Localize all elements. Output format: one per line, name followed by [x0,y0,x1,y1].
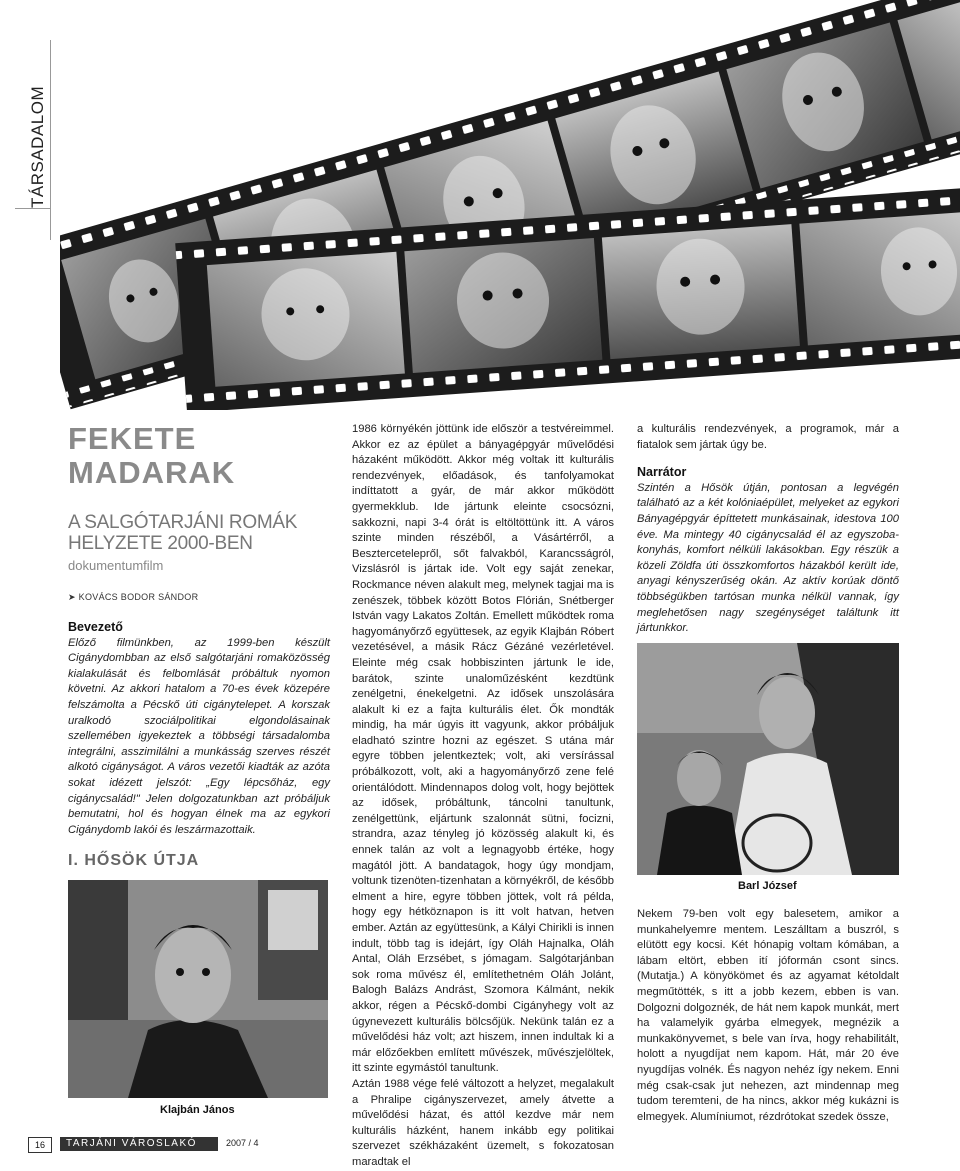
page-number: 16 [28,1137,52,1153]
photo-caption-2: Barl József [738,880,797,892]
body-paragraph: Nekem 79-ben volt egy balesetem, amikor a munkahelyemre mentem. Leszálltam a buszról, s elütött egy kocsi. Két hónapig voltam kómában, a lábam eltört, ebben ití jóformán csont sincs. (Mutatja.) A könyökömet és az agyamat kétoldalt megműtötték, s itt a jobb kezem, ebben is van. Dolgozni dolgoznék, de hát nem kapok munkát, mert ha valamelyik gyárba elmegyek, megnézik a munkakönyvemet, s bele van írva, hogy rehabilitált, holott a nyugdíjat nem kapom. Hát, már 20 éve nyugdíjas volnék. És nagyon nehéz így nekem. Enni még csak-csak jut nehezen, azt mindennap meg tudom teremteni, de ha nincs, akkor még kukázni is elmegyek. Alumíniumot, rézdrótokat szedek össze, [637,908,899,1123]
section-heading: I. HŐSÖK ÚTJA [68,852,200,869]
portrait-photo-barl [637,643,899,875]
body-paragraph: Aztán 1988 vége felé változott a helyzet, megalakult a Phralipe cigányszervezet, amely átvette a művelődési házat, és attól kezdve már nem kulturális házként, hanem inkább egy politikai szervezet székházaként üzemelt, s fokozatosan maradtak el [352,1077,614,1168]
filmstrip-photo-collage [60,0,960,410]
section-divider-vertical [50,40,51,240]
photo-caption-1: Klajbán János [160,1104,235,1116]
section-label [24,60,64,230]
body-column-3-continued [637,907,899,1125]
narrator-text: Szintén a Hősök útján, pontosan a legvégén található az a két kolóniaépület, melyeket az egykori Bányagépgyár építtetett munkásainak, idestova 100 éve. Ma mintegy 40 cigánycsalád él az egyszoba-konyhás, komfort nélküli lakásokban. Egy részük a közeli Zöldfa úti összkomfortos házakból került ide, anyagi kényszerűség okán. Az aktív korúak döntő többségükben tartósan munka nélkül vannak, így meglehetősen nagy szegénységet találtunk itt jártunkkor. [637,481,899,635]
body-paragraph: 1986 környékén jöttünk ide először a testvéreimmel. Akkor ez az épület a bányagépgyár művelődési házaként működött. Akkor még voltak itt kulturális rendezvények, előadások, és tanfolyamokat indíttatott a gyár, de már akkor működött gyermekklub. Ide jártunk eleinte csocsózni, sakkozni, napi 3-4 órát is eltöltöttünk itt. A város szinte minden részéből, a Vásártérről, a Besztercetelepről, sőt falvakból, Karancsságról, Vizslásról is jártak ide. Volt egy saját zenekar, Rockmance néven alakult meg, melynek tagjai ma is zenészek, többek között Botos Flórián, Snétberger István vagy Lakatos Zoltán. Emellett működtek roma hagyományőrző együttesek, az egyik Klajbán Róbert vezetésével, a másik Rácz Gézáné vezérletével. Eleinte még csak hobbiszinten jártunk le ide, barátok, szinte unaloműzésként kezdtünk zenélgetni, énekelgetni. Az idősek unszolására alakult ki ez a fajta kulturális élet. Ők mondták mindig, ha már úgyis itt vagyunk, akkor próbáljuk eladható szintre hozni az egészet. S utána már egyre többen jelentkeztek; volt, aki versírással próbálkozott, volt, aki a hagyományőrző zene felé orientálódott. Mindennapos dolog volt, hogy bejöttek az idősek, próbáltunk, táncolni tanultunk, zenélgettünk, eljártunk szalonnát sütni, focizni, strandra, azaz tényleg jó közösség alakult ki, és ennek talán az volt a legnagyobb értéke, hogy magától jött. A bandatagok, hogy úgy mondjam, voltunk tizenöten-tizenhatan a környékről, de később elment a hire, egyre többen jöttek, volt rá példa, hogy egy hétköznapon is itt volt hatvan, hetven ember. Aztán az együttesünk, a Kályi Chirikli is innen indult, több tag is idejárt, így Oláh Hajnalka, Oláh Antal, Oláh Erzsébet, s jómagam. Salgótarjánban sok roma művész él, említethetném Oláh Jolánt, Balogh Balázs Andrást, Szomora Kálmánt, nekik akkor, régen a Pécskő-dombi Cigányhegy volt az úgynevezett kulturális bölcsőjük. Nekünk talán ez a művelődési ház volt; azt hiszem, innen indultak ki a már előzőekben említett művészek, művészjelöltek, itt szinte egymástól tanultunk. [352,423,614,1075]
body-column-3 [637,422,899,637]
section-divider-horizontal [15,208,50,209]
author-byline [68,592,198,603]
body-paragraph: a kulturális rendezvények, a programok, már a fiatalok sem jártak úgy be. [637,423,899,451]
section-label-text: TÁRSADALOM [28,85,47,208]
intro-text: Előző filmünkben, az 1999-ben készült Cigánydombban az első salgótarjáni romaközösség kialakulását és felbomlását próbáltuk nyomon követni. Az akkori hatalom a 70-es évek közepére felszámolta a Pécskő úti cigánytelepet. A korszak uralkodó szociálpolitikai elgondolásainak szellemében igyekeztek a többségi társadalomba integrálni, asszimilálni a munkásság szerves részét alkotó cigányságot. A város vezetői kiadták az azóta sokat idézett jelszót: „Egy lépcsőház, egy cigánycsalád!" Jelen dolgozatunkban azt próbáljuk bemutatni, hol és hogyan élnek ma az egykori Cigánydomb lakói és leszármazottaik. [68,636,330,836]
issue-number: 2007 / 4 [226,1138,259,1148]
article-subtitle: A SALGÓTARJÁNI ROMÁK HELYZETE 2000-BEN [68,512,298,554]
body-column-2 [352,422,614,1171]
intro-column [68,620,330,838]
arrow-icon: ➤ [68,592,79,602]
narrator-heading: Narrátor [637,465,687,480]
article-kind: dokumentumfilm [68,558,164,573]
author-name: KOVÁCS BODOR SÁNDOR [78,592,199,602]
intro-heading: Bevezető [68,620,123,634]
article-header [68,422,338,573]
portrait-photo-klajban [68,880,328,1098]
magazine-name: TARJÁNI VÁROSLAKÓ [60,1137,218,1151]
article-title: FEKETE MADARAK [68,421,236,490]
